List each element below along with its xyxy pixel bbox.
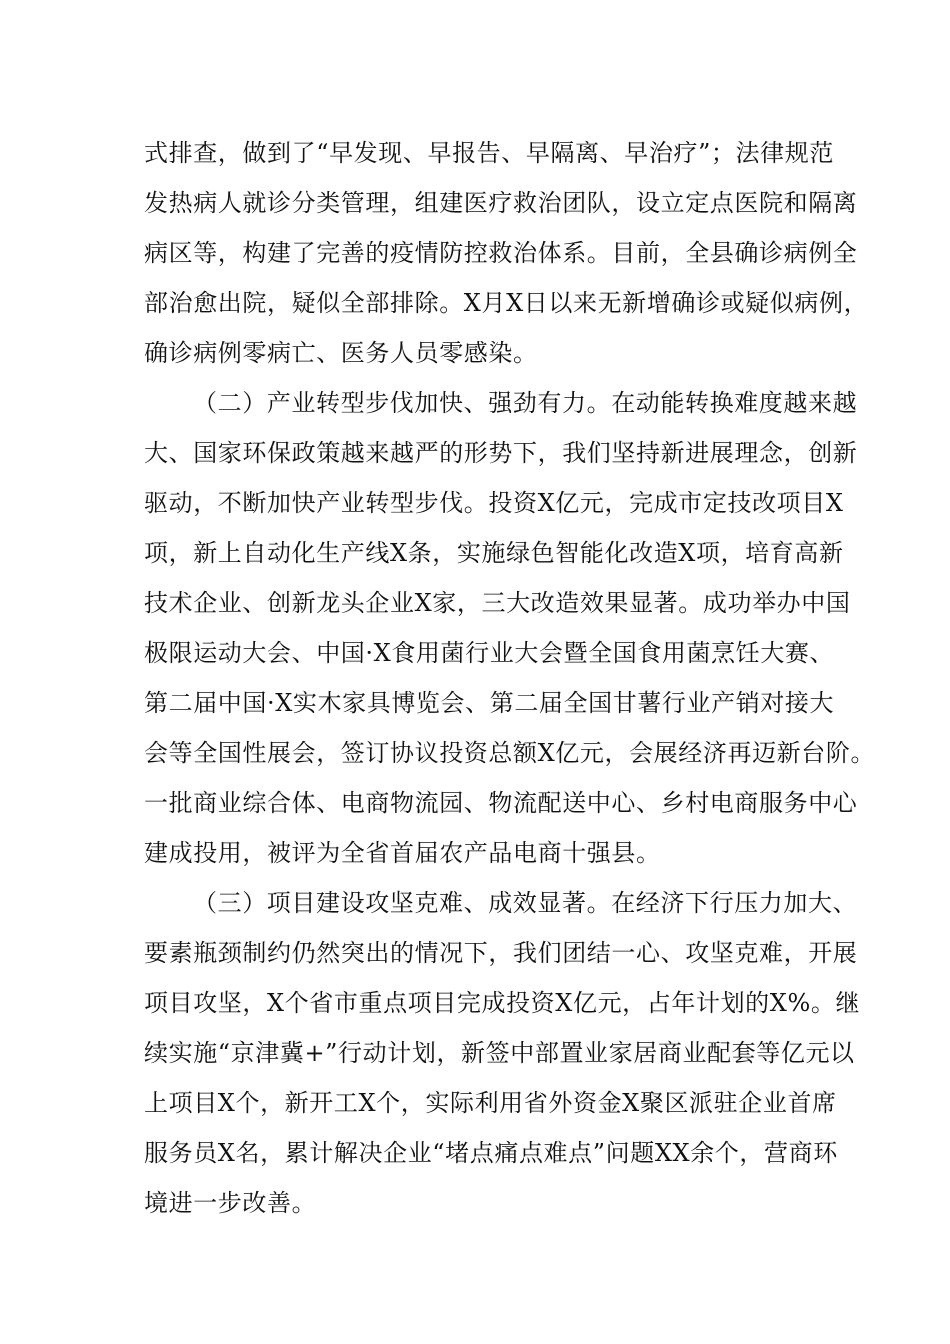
paragraph-2-line-2: 大、国家环保政策越来越严的形势下，我们坚持新进展理念，创新 [144,439,858,467]
paragraph-3-line-4: 续实施“京津冀+”行动计划，新签中部置业家居商业配套等亿元以 [144,1039,855,1067]
paragraph-2-line-3: 驱动，不断加快产业转型步伐。投资X亿元，完成市定技改项目X [144,489,844,517]
paragraph-1-line-5: 确诊病例零病亡、医务人员零感染。 [144,339,538,367]
paragraph-3-line-5: 上项目X个，新开工X个，实际利用省外资金X聚区派驻企业首席 [144,1089,837,1117]
paragraph-1-line-1: 式排查，做到了“早发现、早报告、早隔离、早治疗”；法律规范 [144,139,834,167]
paragraph-3-line-1: （三）项目建设攻坚克难、成效显著。在经济下行压力加大、 [193,889,858,917]
paragraph-1-line-3: 病区等，构建了完善的疫情防控救治体系。目前，全县确诊病例全 [144,239,858,267]
paragraph-2-line-1: （二）产业转型步伐加快、强劲有力。在动能转换难度越来越 [193,389,858,417]
paragraph-2-line-4: 项，新上自动化生产线X条，实施绿色智能化改造X项，培育高新 [144,539,844,567]
paragraph-3-line-2: 要素瓶颈制约仍然突出的情况下，我们团结一心、攻坚克难，开展 [144,939,858,967]
paragraph-3-line-6: 服务员X名，累计解决企业“堵点痛点难点”问题XX余个，营商环 [144,1139,838,1167]
paragraph-2-line-9: 一批商业综合体、电商物流园、物流配送中心、乡村电商服务中心 [144,789,858,817]
paragraph-2-line-6: 极限运动大会、中国·X食用菌行业大会暨全国食用菌烹饪大赛、 [144,639,835,667]
paragraph-2-line-8: 会等全国性展会，签订协议投资总额X亿元，会展经济再迈新台阶。 [144,739,876,767]
paragraph-2-line-10: 建成投用，被评为全省首届农产品电商十强县。 [144,839,661,867]
paragraph-3-line-3: 项目攻坚，X个省市重点项目完成投资X亿元，占年计划的X%。继 [144,989,861,1017]
paragraph-1-line-2: 发热病人就诊分类管理，组建医疗救治团队，设立定点医院和隔离 [144,189,858,217]
paragraph-2-line-7: 第二届中国·X实木家具博览会、第二届全国甘薯行业产销对接大 [144,689,835,717]
paragraph-3-line-7: 境进一步改善。 [144,1189,317,1217]
paragraph-1-line-4: 部治愈出院，疑似全部排除。X月X日以来无新增确诊或疑似病例， [144,289,869,317]
paragraph-2-line-5: 技术企业、创新龙头企业X家，三大改造效果显著。成功举办中国 [144,589,851,617]
